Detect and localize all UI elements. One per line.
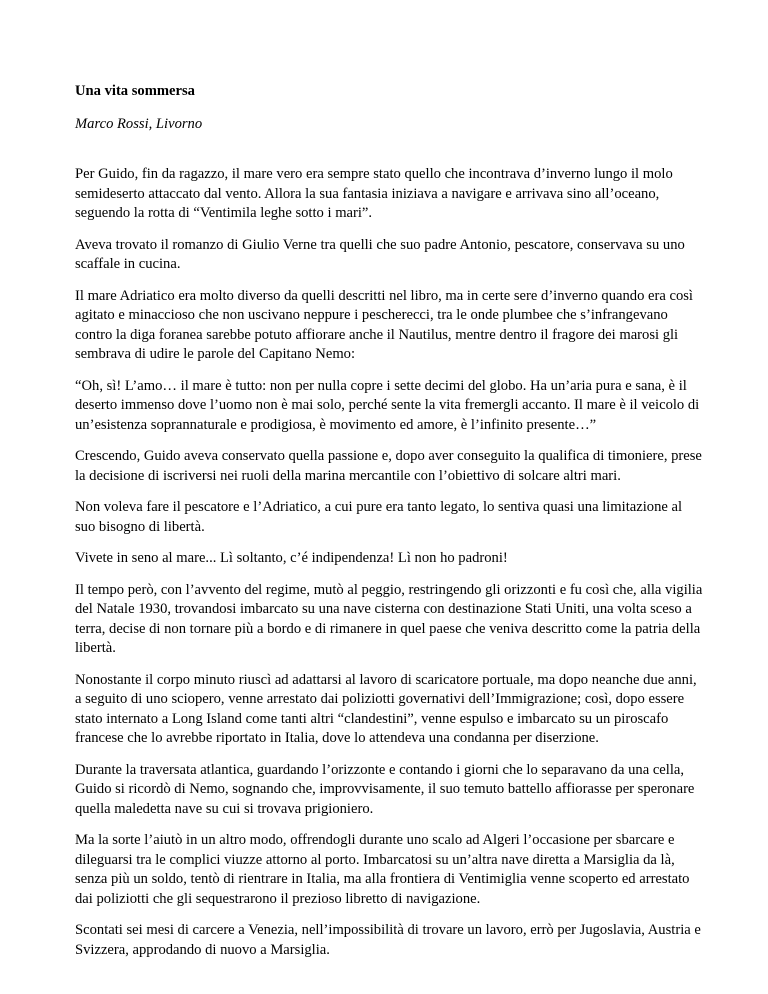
paragraph: Per Guido, fin da ragazzo, il mare vero era sempre stato quello che incontrava d’inverno lungo il molo semideserto attaccato dal vento. Allora la sua fantasia iniziava a navigare e arrivava sino all’oceano, seguendo la rotta di “Ventimila leghe sotto i mari”. (75, 166, 673, 221)
paragraph: Nonostante il corpo minuto riuscì ad adattarsi al lavoro di scaricatore portuale, ma dopo neanche due anni, a seguito di uno sciopero, venne arrestato dai poliziotti governativi dell’Immigrazione; così, dopo essere stato internato a Long Island come tanti altri “clandestini”, venne espulso e imbarcato su un piroscafo francese che lo avrebbe riportato in Italia, dove lo attendeva una condanna per diserzione. (75, 671, 697, 746)
document-title: Una vita sommersa (75, 83, 195, 99)
document-page (75, 82, 703, 972)
paragraph: Aveva trovato il romanzo di Giulio Verne tra quelli che suo padre Antonio, pescatore, conservava su uno scaffale in cucina. (75, 236, 685, 272)
paragraph: Vivete in seno al mare... Lì soltanto, c’é indipendenza! Lì non ho padroni! (75, 550, 508, 566)
paragraph: Ma la sorte l’aiutò in un altro modo, offrendogli durante uno scalo ad Algeri l’occasione per sbarcare e dileguarsi tra le complici viuzze attorno al porto. Imbarcatosi su un’altra nave diretta a Marsiglia da là, senza più un soldo, tentò di rientrare in Italia, ma alla frontiera di Ventimiglia venne scoperto ed arrestato dai poliziotti che gli sequestrarono il prezioso libretto di navigazione. (75, 832, 690, 907)
document-author: Marco Rossi, Livorno (75, 115, 203, 132)
paragraph: “Oh, sì! L’amo… il mare è tutto: non per nulla copre i sette decimi del globo. Ha un’aria pura e sana, è il deserto immenso dove l’uomo non è mai solo, perché sente la vita fremergli accanto. Il mare è il veicolo di un’esistenza soprannaturale e prodigiosa, è movimento ed amore, è l’infinito presente…” (75, 377, 700, 433)
paragraph: Durante la traversata atlantica, guardando l’orizzonte e contando i giorni che lo separavano da una cella, Guido si ricordò di Nemo, sognando che, improvvisamente, il suo temuto battello affiorasse per speronare quella maledetta nave su cui si trovava prigioniero. (75, 761, 695, 817)
document-body (75, 165, 703, 960)
paragraph: Il tempo però, con l’avvento del regime, mutò al peggio, restringendo gli orizzonti e fu così che, alla vigilia del Natale 1930, trovandosi imbarcato su una nave cisterna con destinazione Stati Uniti, una volta sceso a terra, decise di non tornare più a bordo e di rimanere in quel paese che veniva descritto come la patria della libertà. (75, 581, 703, 656)
paragraph: Non voleva fare il pescatore e l’Adriatico, a cui pure era tanto legato, lo sentiva quasi una limitazione al suo bisogno di libertà. (75, 499, 683, 535)
paragraph: Scontati sei mesi di carcere a Venezia, nell’impossibilità di trovare un lavoro, errò per Jugoslavia, Austria e Svizzera, approdando di nuovo a Marsiglia. (75, 922, 701, 958)
paragraph: Crescendo, Guido aveva conservato quella passione e, dopo aver conseguito la qualifica di timoniere, prese la decisione di iscriversi nei ruoli della marina mercantile con l’obiettivo di solcare altri mari. (75, 448, 702, 484)
paragraph: Il mare Adriatico era molto diverso da quelli descritti nel libro, ma in certe sere d’inverno quando era così agitato e minaccioso che non uscivano neppure i pescherecci, tra le onde plumbee che s’infrangevano contro la diga foranea sarebbe potuto affiorare anche il Nautilus, mentre dentro il fragore dei marosi gli sembrava di udire le parole del Capitano Nemo: (75, 287, 693, 362)
